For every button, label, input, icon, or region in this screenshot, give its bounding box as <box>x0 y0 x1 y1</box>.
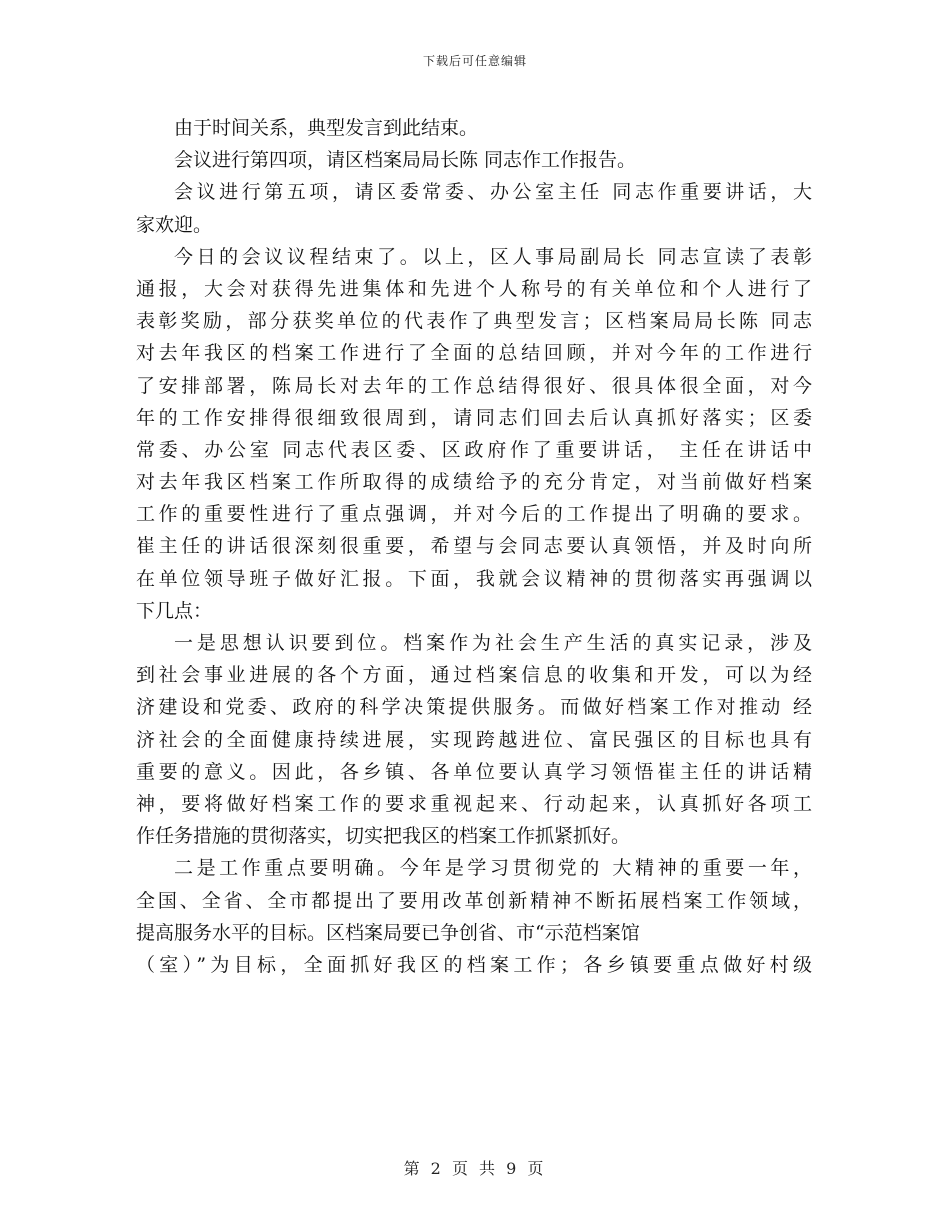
text-line: 会议进行第五项，请区委常委、办公室主任 同志作重要讲话，大 <box>174 181 812 204</box>
text-line: 表彰奖励，部分获奖单位的代表作了典型发言；区档案局局长陈 同志 <box>136 310 812 333</box>
text-line: 重要的意义。因此，各乡镇、各单位要认真学习领悟崔主任的讲话精 <box>136 760 812 783</box>
text-line: 对去年我区档案工作所取得的成绩给予的充分肯定，对当前做好档案 <box>136 471 812 494</box>
text-line: （室）”为目标，全面抓好我区的档案工作；各乡镇要重点做好村级 <box>136 953 812 976</box>
text-line: 对去年我区的档案工作进行了全面的总结回顾，并对今年的工作进行 <box>136 342 812 365</box>
text-line: 今日的会议议程结束了。以上，区人事局副局长 同志宣读了表彰 <box>174 245 812 268</box>
page-footer: 第 2 页 共 9 页 <box>403 1159 547 1178</box>
text-line: 了安排部署，陈局长对去年的工作总结得很好、很具体很全面，对今 <box>136 374 812 397</box>
text-line: 崔主任的讲话很深刻很重要，希望与会同志要认真领悟，并及时向所 <box>136 535 812 558</box>
text-line: 作任务措施的贯彻落实，切实把我区的档案工作抓紧抓好。 <box>136 825 631 848</box>
text-line: 全国、全省、全市都提出了要用改革创新精神不断拓展档案工作领域， <box>136 889 812 912</box>
text-line: 常委、办公室 同志代表区委、区政府作了重要讲话， 主任在讲话中 <box>136 438 812 461</box>
text-line: 由于时间关系，典型发言到此结束。 <box>174 117 479 139</box>
text-line: 提高服务水平的目标。区档案局要已争创省、市“示范档案馆 <box>136 921 640 944</box>
text-line: 年的工作安排得很细致很周到，请同志们回去后认真抓好落实；区委 <box>136 406 812 429</box>
text-line: 下几点： <box>136 599 213 622</box>
text-line: 家欢迎。 <box>136 213 213 236</box>
text-line: 在单位领导班子做好汇报。下面，我就会议精神的贯彻落实再强调以 <box>136 567 812 590</box>
document-body <box>136 112 812 981</box>
text-line: 二是工作重点要明确。今年是学习贯彻党的 大精神的重要一年， <box>174 857 812 880</box>
text-line: 工作的重要性进行了重点强调，并对今后的工作提出了明确的要求。 <box>136 503 812 526</box>
text-line: 会议进行第四项，请区档案局局长陈 同志作工作报告。 <box>174 149 637 172</box>
text-line: 一是思想认识要到位。档案作为社会生产生活的真实记录，涉及 <box>174 632 812 654</box>
text-line: 到社会事业进展的各个方面，通过档案信息的收集和开发，可以为经 <box>136 664 812 687</box>
text-line: 通报，大会对获得先进集体和先进个人称号的有关单位和个人进行了 <box>136 277 812 300</box>
text-line: 神，要将做好档案工作的要求重视起来、行动起来，认真抓好各项工 <box>136 792 812 815</box>
page-header: 下载后可任意编辑 <box>422 54 527 68</box>
text-line: 济社会的全面健康持续进展，实现跨越进位、富民强区的目标也具有 <box>136 728 812 751</box>
text-line: 济建设和党委、政府的科学决策提供服务。而做好档案工作对推动 经 <box>136 696 812 719</box>
